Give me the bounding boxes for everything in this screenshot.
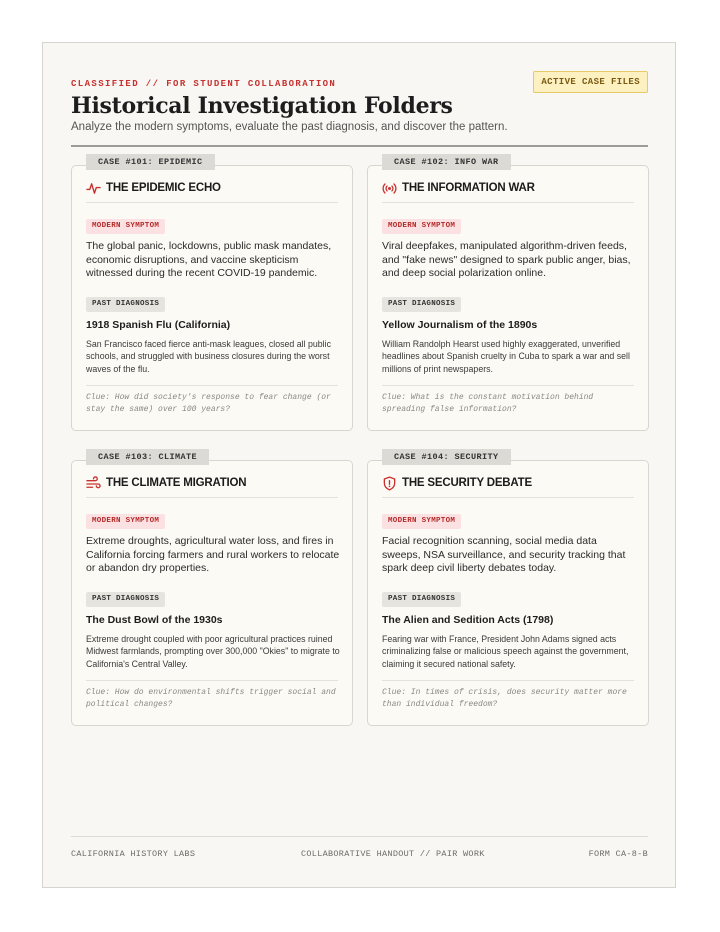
event-description: San Francisco faced fierce anti-mask leagues, closed all public schools, and struggled with business closures during the worst waves of the flu. [86,339,331,374]
historical-event: 1918 Spanish Flu (California) [86,319,231,331]
case-card-climate [71,452,353,726]
clue-divider [382,385,634,386]
historical-event: The Alien and Sedition Acts (1798) [382,614,554,626]
modern-symptom-label: MODERN SYMPTOM [86,514,165,529]
case-tab: CASE #103: CLIMATE [86,449,209,465]
modern-symptom-label: MODERN SYMPTOM [86,219,165,234]
historical-event: The Dust Bowl of the 1930s [86,614,223,626]
card-header [382,180,634,203]
past-diagnosis-label: PAST DIAGNOSIS [86,592,165,607]
footer-divider [71,836,648,837]
pulse-icon [86,181,101,196]
modern-symptom-label: MODERN SYMPTOM [382,514,461,529]
case-title: THE INFORMATION WAR [402,182,535,194]
clue-divider [382,680,634,681]
shield-alert-icon [382,476,397,491]
clue-text: Clue: How did society's response to fear change (or stay the same) over 100 years? [86,393,331,414]
broadcast-icon [382,181,397,196]
event-description: Extreme drought coupled with poor agricultural practices ruined Midwest farmlands, prompting over 300,000 "Okies" to migrate to California's Central Valley. [86,634,340,669]
modern-symptom-text: Extreme droughts, agricultural water loss, and fires in California forcing farmers and rural workers to relocate or abandon dry properties. [86,535,340,574]
page-subtitle: Analyze the modern symptoms, evaluate the past diagnosis, and discover the pattern. [71,121,508,133]
modern-symptom-text: The global panic, lockdowns, public mask mandates, economic disruptions, and vaccine skepticism witnessed during the recent COVID-19 pandemic. [86,240,332,279]
case-tab: CASE #101: EPIDEMIC [86,154,215,170]
clue-text: Clue: How do environmental shifts trigger social and political changes? [86,688,336,709]
classified-label: CLASSIFIED // FOR STUDENT COLLABORATION [71,79,337,89]
wind-icon [86,476,101,491]
footer-right: FORM CA-8-B [588,849,648,859]
modern-symptom-text: Viral deepfakes, manipulated algorithm-driven feeds, and "fake news" designed to spark public anger, bias, and deep social polarization online. [382,240,631,279]
past-diagnosis-label: PAST DIAGNOSIS [382,592,461,607]
clue-divider [86,385,338,386]
footer-left: CALIFORNIA HISTORY LABS [71,849,196,859]
historical-event: Yellow Journalism of the 1890s [382,319,538,331]
case-tab: CASE #102: INFO WAR [382,154,511,170]
event-description: William Randolph Hearst used highly exaggerated, unverified headlines about Spanish cruelty in Cuba to spark a war and sell millions of print newspapers. [382,339,630,374]
page-title: Historical Investigation Folders [71,93,453,119]
card-header [86,180,338,203]
clue-divider [86,680,338,681]
case-title: THE CLIMATE MIGRATION [106,477,247,489]
header-divider [71,145,648,147]
event-description: Fearing war with France, President John Adams signed acts criminalizing false or malicious speech against the government, claiming it secured national safety. [382,634,629,669]
clue-text: Clue: What is the constant motivation behind spreading false information? [382,393,594,414]
case-title: THE EPIDEMIC ECHO [106,182,221,194]
active-case-files-badge: ACTIVE CASE FILES [533,71,648,93]
case-card-info-war [367,157,649,431]
card-header [86,475,338,498]
case-card-epidemic [71,157,353,431]
modern-symptom-label: MODERN SYMPTOM [382,219,461,234]
case-tab: CASE #104: SECURITY [382,449,511,465]
modern-symptom-text: Facial recognition scanning, social media data sweeps, NSA surveillance, and security tracking that spark deep civil liberty debates today. [382,535,626,574]
past-diagnosis-label: PAST DIAGNOSIS [86,297,165,312]
footer-center: COLLABORATIVE HANDOUT // PAIR WORK [301,849,485,859]
case-title: THE SECURITY DEBATE [402,477,532,489]
card-header [382,475,634,498]
clue-text: Clue: In times of crisis, does security matter more than individual freedom? [382,688,627,709]
handout-page [42,42,676,888]
case-card-security [367,452,649,726]
past-diagnosis-label: PAST DIAGNOSIS [382,297,461,312]
